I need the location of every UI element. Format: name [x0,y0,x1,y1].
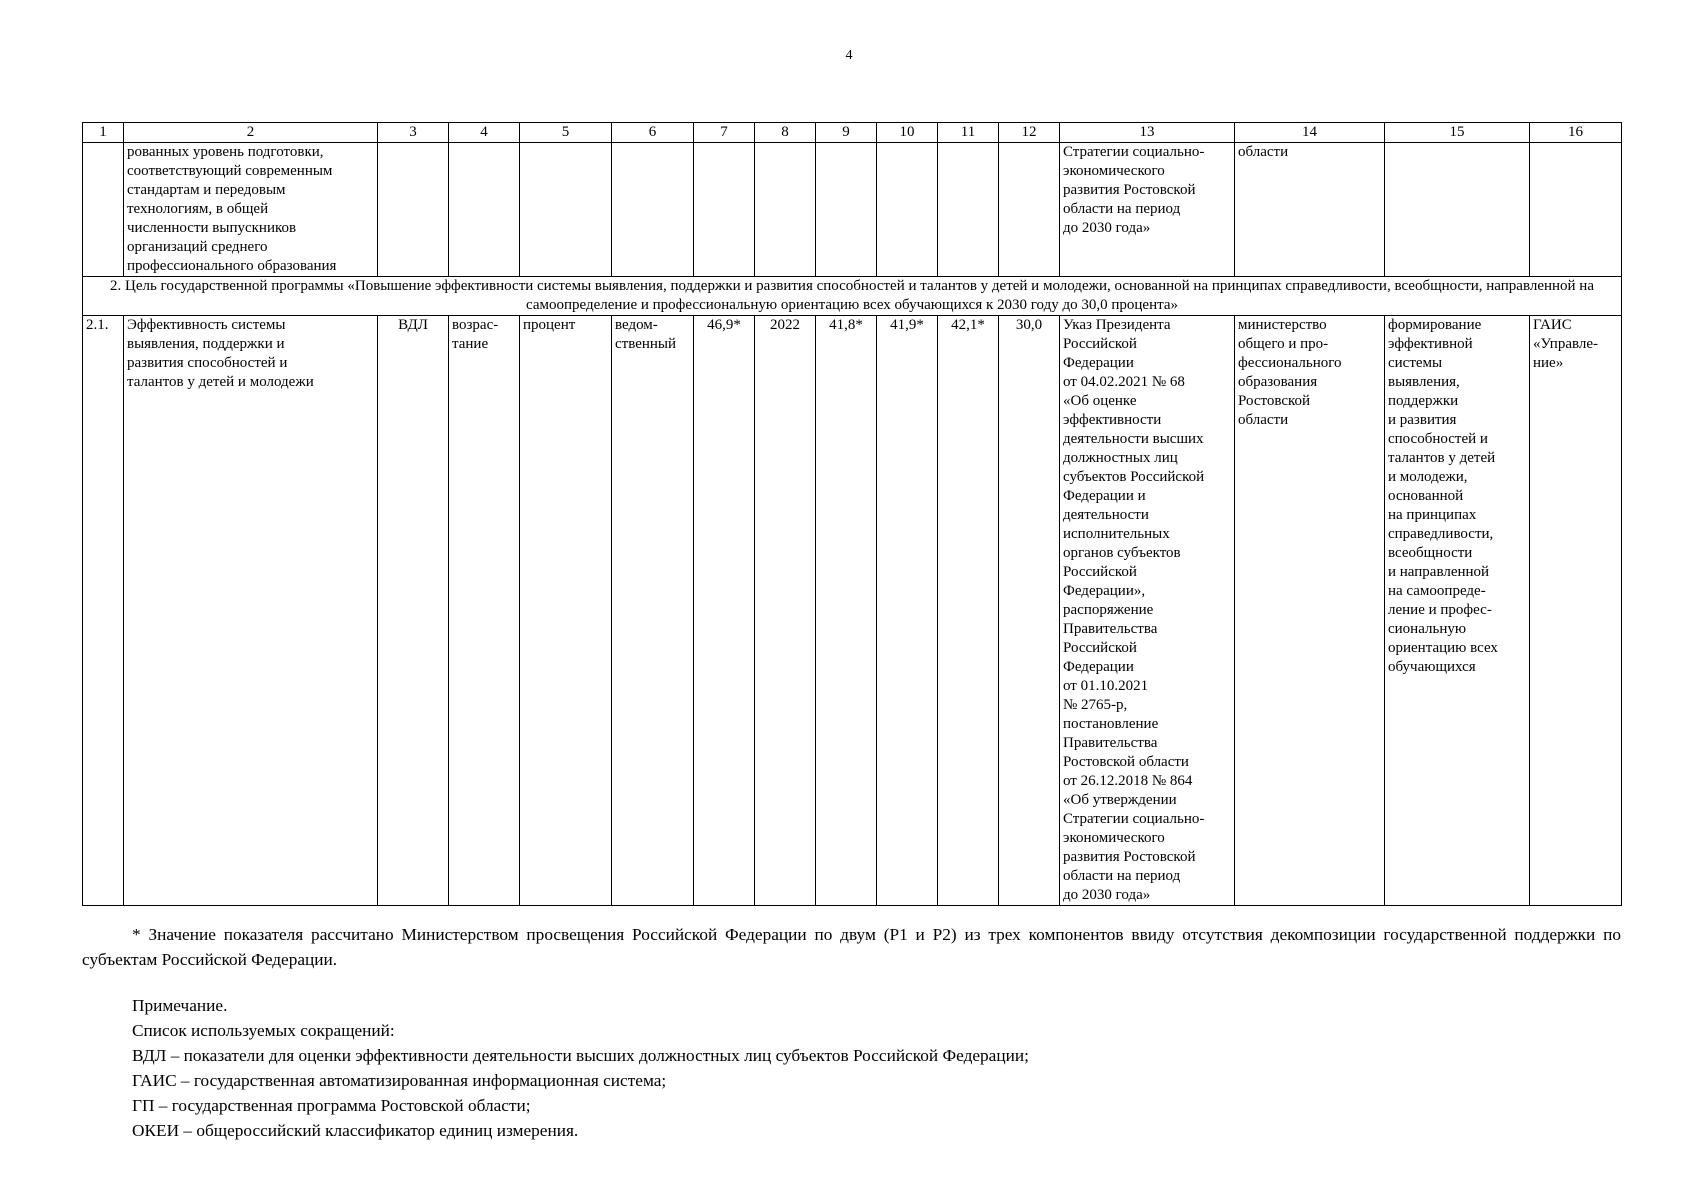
table-cell [1530,143,1622,277]
column-header: 2 [124,123,378,143]
table-cell [816,143,877,277]
footnote: * Значение показателя рассчитано Министерством просвещения Российской Федерации по двум (Р1 и Р2) из трех компонентов ввиду отсутствия декомпозиции государственной поддержки по субъектам Российской Федерации. [82,925,1621,969]
indicator-name-cell: Эффективность системы выявления, поддержки и развития способностей и талантов у детей и молодежи [124,316,378,906]
document-basis-cell: Указ Президента Российской Федерации от 04.02.2021 № 68 «Об оценке эффективности деятельности высших должностных лиц субъектов Российской Федерации и деятельности исполнительных органов субъектов Российской Федерации», распоряжение Правительства Российской Федерации от 01.10.2021 № 2765-р, постановление Правительства Ростовской области от 26.12.2018 № 864 «Об утверждении Стратегии социально- экономического развития Ростовской области на период до 2030 года» [1060,316,1235,906]
column-header: 7 [694,123,755,143]
target-value-cell: 30,0 [999,316,1060,906]
table-cell [938,143,999,277]
column-header: 5 [520,123,612,143]
table-cell [520,143,612,277]
table-cell [83,143,124,277]
abbreviation-item: ВДЛ – показатели для оценки эффективности деятельности высших должностных лиц субъектов Российской Федерации; [132,1046,1029,1065]
page-number: 4 [845,48,853,63]
column-header: 11 [938,123,999,143]
column-header: 12 [999,123,1060,143]
link-cell: формирование эффективной системы выявления, поддержки и развития способностей и талантов у детей и молодежи, основанной на принципах справедливости, всеобщности и направленной на самоопреде- ление и профес- сиональную ориентацию всех обучающихся [1385,316,1530,906]
table-cell [449,143,520,277]
responsible-cell: области [1235,143,1385,277]
column-header: 10 [877,123,938,143]
base-value-cell: 46,9* [694,316,755,906]
indicator-type-cell: ведом- ственный [612,316,694,906]
indicators-table [82,122,1622,906]
column-header: 14 [1235,123,1385,143]
indicator-level-cell: ВДЛ [378,316,449,906]
column-header: 15 [1385,123,1530,143]
table-cell [1385,143,1530,277]
abbreviations-note [132,993,1612,1143]
column-header: 16 [1530,123,1622,143]
column-header: 9 [816,123,877,143]
value-cell: 41,9* [877,316,938,906]
table-cell [755,143,816,277]
trend-cell: возрас- тание [449,316,520,906]
column-header: 8 [755,123,816,143]
note-title: Примечание. [132,996,228,1015]
column-header: 1 [83,123,124,143]
column-header: 6 [612,123,694,143]
goal-text: 2. Цель государственной программы «Повышение эффективности системы выявления, поддержки и развития способностей и талантов у детей и молодежи, основанной на принципах справедливости, всеобщности, направленной на самоопределение и профессиональную ориентацию всех обучающихся к 2030 году до 30,0 процента» [83,277,1622,316]
table-cell [612,143,694,277]
base-year-cell: 2022 [755,316,816,906]
table-header-row [83,123,1622,143]
abbreviation-item: ОКЕИ – общероссийский классификатор единиц измерения. [132,1121,579,1140]
value-cell: 42,1* [938,316,999,906]
goal-row [83,277,1622,316]
note-subtitle: Список используемых сокращений: [132,1021,395,1040]
document-basis-cell: Стратегии социально- экономического развития Ростовской области на период до 2030 года» [1060,143,1235,277]
table-row [83,316,1622,906]
abbreviation-item: ГАИС – государственная автоматизированная информационная система; [132,1071,667,1090]
value-cell: 41,8* [816,316,877,906]
column-header: 4 [449,123,520,143]
column-header: 3 [378,123,449,143]
table-cell [694,143,755,277]
unit-cell: процент [520,316,612,906]
table-cell [877,143,938,277]
indicator-name-cell: рованных уровень подготовки, соответствующий современным стандартам и передовым технологиям, в общей численности выпускников организаций среднего профессионального образования [124,143,378,277]
table-cell [999,143,1060,277]
abbreviation-item: ГП – государственная программа Ростовской области; [132,1096,531,1115]
row-number: 2.1. [83,316,124,906]
table-row [83,143,1622,277]
table-cell [378,143,449,277]
responsible-cell: министерство общего и про- фессионального образования Ростовской области [1235,316,1385,906]
column-header: 13 [1060,123,1235,143]
information-system-cell: ГАИС «Управле- ние» [1530,316,1622,906]
